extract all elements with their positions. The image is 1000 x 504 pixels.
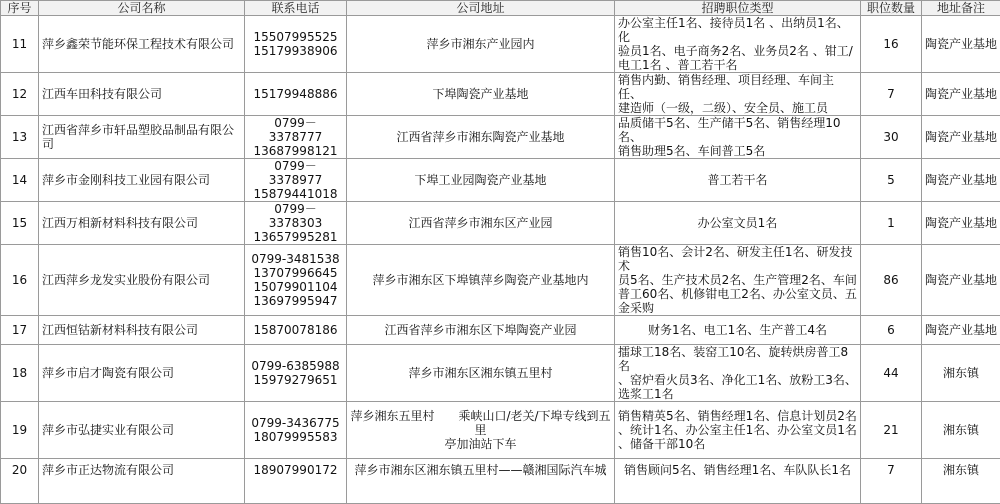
address-note: 湘东镇 — [922, 345, 1000, 402]
address-line: 萍乡湘东五里村 乘峡山口/老关/下埠专线到五里 — [350, 409, 611, 437]
positions-line: 办公室文员1名 — [618, 216, 857, 230]
company-name: 江西车田科技有限公司 — [39, 73, 245, 116]
positions-cell — [615, 202, 861, 245]
positions-cell — [615, 16, 861, 73]
position-count: 16 — [861, 16, 922, 73]
positions-cell — [615, 345, 861, 402]
position-count: 30 — [861, 116, 922, 159]
table-row — [1, 116, 1000, 159]
position-count: 6 — [861, 316, 922, 345]
address-cell — [347, 73, 615, 116]
phone-number: 15870078186 — [248, 323, 343, 337]
address-line: 江西省萍乡市湘东陶瓷产业基地 — [350, 130, 611, 144]
positions-cell — [615, 459, 861, 504]
phone-cell — [245, 402, 347, 459]
header-phone: 联系电话 — [245, 1, 347, 16]
phone-number: 15079901104 — [248, 280, 343, 294]
company-name: 江西萍乡龙发实业股份有限公司 — [39, 245, 245, 316]
address-cell — [347, 459, 615, 504]
positions-line: 销售10名、会计2名、研发主任1名、研发技术 — [618, 245, 857, 273]
company-name: 萍乡市正达物流有限公司 — [39, 459, 245, 504]
phone-cell — [245, 316, 347, 345]
phone-number: 15507995525 — [248, 30, 343, 44]
positions-cell — [615, 116, 861, 159]
table-row — [1, 459, 1000, 504]
phone-number: 13687998121 — [248, 144, 343, 158]
header-positions: 招聘职位类型 — [615, 1, 861, 16]
address-line: 江西省萍乡市湘东区下埠陶瓷产业园 — [350, 323, 611, 337]
row-no: 12 — [1, 73, 39, 116]
row-no: 13 — [1, 116, 39, 159]
address-note: 湘东镇 — [922, 459, 1000, 504]
address-line: 江西省萍乡市湘东区产业园 — [350, 216, 611, 230]
phone-number: 15879441018 — [248, 187, 343, 201]
address-cell — [347, 116, 615, 159]
phone-number: 0799－3378777 — [248, 116, 343, 144]
positions-line: 销售精英5名、销售经理1名、信息计划员2名 — [618, 409, 857, 423]
phone-number: 15979279651 — [248, 373, 343, 387]
address-note: 陶瓷产业基地 — [922, 16, 1000, 73]
row-no: 17 — [1, 316, 39, 345]
table-row — [1, 16, 1000, 73]
positions-line: 电工1名 、普工若干名 — [618, 58, 857, 72]
positions-line: 品质储干5名、生产储干5名、销售经理10名、 — [618, 116, 857, 144]
positions-line: 金采购 — [618, 301, 857, 315]
phone-cell — [245, 116, 347, 159]
table-row — [1, 159, 1000, 202]
phone-cell — [245, 202, 347, 245]
address-line: 萍乡市湘东区下埠镇萍乡陶瓷产业基地内 — [350, 273, 611, 287]
address-note: 陶瓷产业基地 — [922, 73, 1000, 116]
positions-cell — [615, 245, 861, 316]
address-note: 陶瓷产业基地 — [922, 316, 1000, 345]
phone-number: 0799－3378303 — [248, 202, 343, 230]
positions-line: 验员1名、电子商务2名、业务员2名 、钳工/ — [618, 44, 857, 58]
address-cell — [347, 16, 615, 73]
address-line: 下埠工业园陶瓷产业基地 — [350, 173, 611, 187]
positions-line: 员5名、生产技术员2名、生产管理2名、车间 — [618, 273, 857, 287]
positions-line: 办公室主任1名、接待员1名 、出纳员1名、化 — [618, 16, 857, 44]
table-row — [1, 345, 1000, 402]
address-line: 萍乡市湘东区湘东镇五里村——赣湘国际汽车城 — [350, 463, 611, 477]
table-row — [1, 402, 1000, 459]
row-no: 15 — [1, 202, 39, 245]
phone-cell — [245, 245, 347, 316]
row-no: 14 — [1, 159, 39, 202]
row-no: 20 — [1, 459, 39, 504]
address-line: 下埠陶瓷产业基地 — [350, 87, 611, 101]
company-name: 江西万相新材料科技有限公司 — [39, 202, 245, 245]
phone-cell — [245, 459, 347, 504]
row-no: 19 — [1, 402, 39, 459]
row-no: 11 — [1, 16, 39, 73]
company-name: 江西省萍乡市轩品塑胶品制品有限公司 — [39, 116, 245, 159]
header-address: 公司地址 — [347, 1, 615, 16]
positions-line: 、窑炉看火员3名、净化工1名、放粉工3名、 — [618, 373, 857, 387]
position-count: 7 — [861, 73, 922, 116]
company-name: 萍乡市弘捷实业有限公司 — [39, 402, 245, 459]
header-count: 职位数量 — [861, 1, 922, 16]
phone-number: 15179938906 — [248, 44, 343, 58]
company-name: 江西恒钴新材料科技有限公司 — [39, 316, 245, 345]
positions-line: 、储备干部10名 — [618, 437, 857, 451]
positions-line: 擂球工18名、装窑工10名、旋转烘房普工8名 — [618, 345, 857, 373]
phone-number: 18907990172 — [248, 463, 343, 477]
position-count: 21 — [861, 402, 922, 459]
phone-number: 15179948886 — [248, 87, 343, 101]
positions-cell — [615, 159, 861, 202]
address-note: 陶瓷产业基地 — [922, 202, 1000, 245]
position-count: 44 — [861, 345, 922, 402]
header-no: 序号 — [1, 1, 39, 16]
row-no: 18 — [1, 345, 39, 402]
table-row — [1, 316, 1000, 345]
phone-number: 0799－3378977 — [248, 159, 343, 187]
positions-line: 销售顾问5名、销售经理1名、车队队长1名 — [618, 463, 857, 477]
phone-cell — [245, 16, 347, 73]
phone-number: 18079995583 — [248, 430, 343, 444]
address-cell — [347, 202, 615, 245]
phone-cell — [245, 159, 347, 202]
table-row — [1, 245, 1000, 316]
phone-cell — [245, 345, 347, 402]
positions-cell — [615, 402, 861, 459]
phone-number: 13707996645 — [248, 266, 343, 280]
positions-line: 普工60名、机修钳电工2名、办公室文员、五 — [618, 287, 857, 301]
positions-line: 选浆工1名 — [618, 387, 857, 401]
address-note: 陶瓷产业基地 — [922, 245, 1000, 316]
address-note: 陶瓷产业基地 — [922, 159, 1000, 202]
table-row — [1, 202, 1000, 245]
positions-line: 建造师（一级，二级）、安全员、施工员 — [618, 101, 857, 115]
positions-line: 、统计1名、办公室主任1名、办公室文员1名 — [618, 423, 857, 437]
header-note: 地址备注 — [922, 1, 1000, 16]
address-cell — [347, 159, 615, 202]
positions-line: 普工若干名 — [618, 173, 857, 187]
address-line: 萍乡市湘东区湘东镇五里村 — [350, 366, 611, 380]
address-line: 萍乡市湘东产业园内 — [350, 37, 611, 51]
positions-cell — [615, 316, 861, 345]
address-note: 陶瓷产业基地 — [922, 116, 1000, 159]
header-company: 公司名称 — [39, 1, 245, 16]
address-cell — [347, 402, 615, 459]
company-name: 萍乡鑫荣节能环保工程技术有限公司 — [39, 16, 245, 73]
positions-line: 销售内勤、销售经理、项目经理、车间主任、 — [618, 73, 857, 101]
address-note: 湘东镇 — [922, 402, 1000, 459]
position-count: 7 — [861, 459, 922, 504]
table-row — [1, 73, 1000, 116]
company-name: 萍乡市启才陶瓷有限公司 — [39, 345, 245, 402]
position-count: 1 — [861, 202, 922, 245]
address-line: 亭加油站下车 — [350, 437, 611, 451]
positions-line: 销售助理5名、车间普工5名 — [618, 144, 857, 158]
address-cell — [347, 245, 615, 316]
phone-number: 0799-6385988 — [248, 359, 343, 373]
position-count: 86 — [861, 245, 922, 316]
position-count: 5 — [861, 159, 922, 202]
phone-number: 13697995947 — [248, 294, 343, 308]
phone-cell — [245, 73, 347, 116]
positions-cell — [615, 73, 861, 116]
company-name: 萍乡市金刚科技工业园有限公司 — [39, 159, 245, 202]
phone-number: 0799-3436775 — [248, 416, 343, 430]
phone-number: 0799-3481538 — [248, 252, 343, 266]
address-cell — [347, 316, 615, 345]
phone-number: 13657995281 — [248, 230, 343, 244]
address-cell — [347, 345, 615, 402]
row-no: 16 — [1, 245, 39, 316]
positions-line: 财务1名、电工1名、生产普工4名 — [618, 323, 857, 337]
table-header — [1, 1, 1000, 16]
